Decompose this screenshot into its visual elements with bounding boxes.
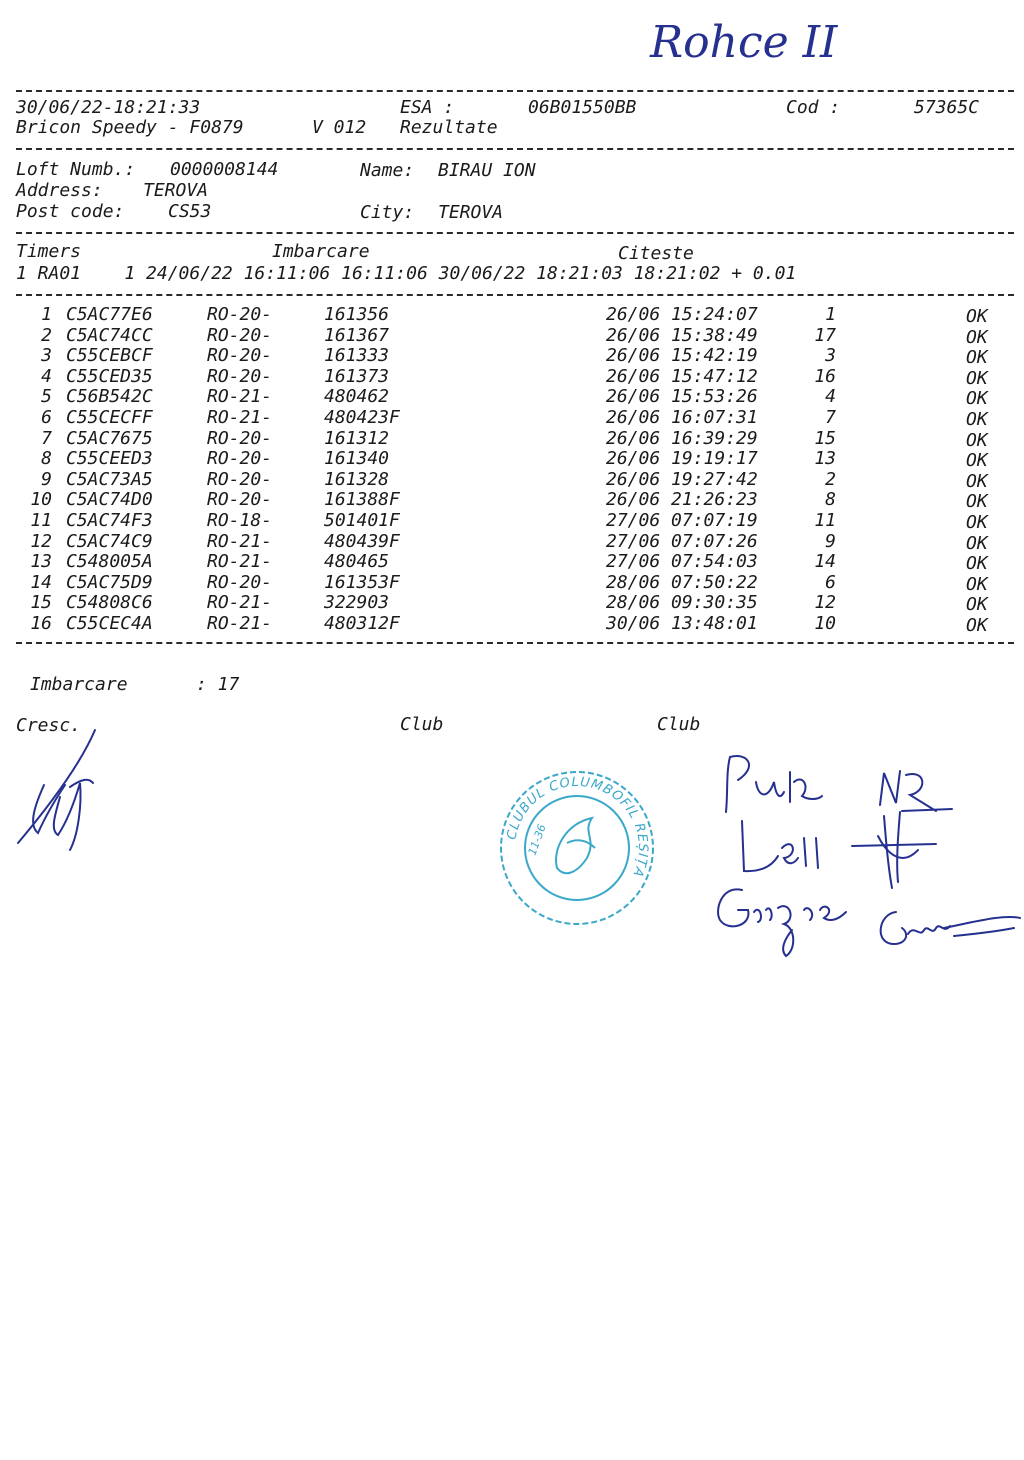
row-chip: C5AC75D9 xyxy=(66,571,153,593)
row-chip: C5AC74D0 xyxy=(66,489,153,511)
loft-city-value: TEROVA xyxy=(438,202,504,223)
row-series: RO-21- xyxy=(207,530,273,552)
row-arrival: 28/06 07:50:22 xyxy=(606,571,758,593)
row-series: RO-21- xyxy=(207,592,273,614)
row-arrival: 26/06 21:26:23 xyxy=(606,489,758,511)
row-place: 17 xyxy=(814,324,836,346)
row-ring: 161340 xyxy=(324,448,390,470)
row-chip: C548005A xyxy=(66,551,153,573)
row-ring: 161367 xyxy=(324,324,390,346)
loft-number-value: 0000008144 xyxy=(170,159,279,180)
row-series: RO-20- xyxy=(207,448,273,470)
row-place: 2 xyxy=(825,468,836,490)
loft-name-label: Name: xyxy=(360,160,415,181)
row-ring: 161373 xyxy=(324,365,390,387)
row-ring: 161388F xyxy=(324,489,400,511)
row-index: 7 xyxy=(41,427,52,449)
row-index: 15 xyxy=(30,592,52,614)
row-index: 13 xyxy=(30,551,52,573)
row-status: OK xyxy=(966,512,988,533)
row-status: OK xyxy=(966,450,988,472)
row-series: RO-20- xyxy=(207,304,273,325)
row-arrival: 26/06 15:38:49 xyxy=(606,324,758,346)
row-status: OK xyxy=(966,367,988,389)
table-row xyxy=(0,593,1024,614)
row-chip: C55CEBCF xyxy=(66,345,153,367)
table-row xyxy=(0,408,1024,429)
row-arrival: 28/06 09:30:35 xyxy=(606,592,758,614)
row-chip: C55CECFF xyxy=(66,407,153,428)
row-arrival: 27/06 07:07:26 xyxy=(606,530,758,552)
row-ring: 480423F xyxy=(324,407,400,428)
table-row xyxy=(0,429,1024,450)
row-arrival: 26/06 16:39:29 xyxy=(606,427,758,449)
row-series: RO-21- xyxy=(207,551,273,573)
row-place: 13 xyxy=(814,448,836,470)
row-status: OK xyxy=(966,429,988,451)
timers-imbarcare-label: Imbarcare xyxy=(272,241,370,262)
table-row xyxy=(0,511,1024,532)
divider-top xyxy=(16,90,1014,92)
row-series: RO-18- xyxy=(207,510,273,531)
row-place: 8 xyxy=(825,489,836,511)
cod-value: 57365C xyxy=(914,97,980,118)
row-status: OK xyxy=(966,388,988,410)
stamp-ring-text: CLUBUL COLUMBOFIL REȘIȚA xyxy=(504,774,651,880)
row-arrival: 26/06 19:19:17 xyxy=(606,448,758,470)
row-chip: C55CEED3 xyxy=(66,448,153,470)
footer-imbarcare-value: : 17 xyxy=(196,674,240,695)
row-arrival: 26/06 15:24:07 xyxy=(606,304,758,325)
row-series: RO-21- xyxy=(207,407,273,428)
row-chip: C5AC74C9 xyxy=(66,530,153,552)
row-place: 6 xyxy=(825,571,836,593)
loft-city-label: City: xyxy=(360,202,415,223)
cod-label: Cod : xyxy=(786,97,841,118)
table-row xyxy=(0,532,1024,553)
row-index: 5 xyxy=(41,386,52,408)
row-chip: C5AC74CC xyxy=(66,324,153,346)
loft-name-value: BIRAU ION xyxy=(438,160,536,181)
row-ring: 161328 xyxy=(324,468,390,490)
esa-value: 06B01550BB xyxy=(528,97,637,118)
table-row xyxy=(0,490,1024,511)
row-chip: C5AC7675 xyxy=(66,427,153,449)
row-chip: C5AC74F3 xyxy=(66,510,153,531)
table-row xyxy=(0,573,1024,594)
row-place: 11 xyxy=(814,510,836,531)
row-series: RO-21- xyxy=(207,613,273,634)
row-arrival: 26/06 16:07:31 xyxy=(606,407,758,428)
row-ring: 161353F xyxy=(324,571,400,593)
header-version: V 012 xyxy=(312,117,367,138)
row-arrival: 26/06 15:47:12 xyxy=(606,365,758,387)
row-arrival: 27/06 07:54:03 xyxy=(606,551,758,573)
row-index: 14 xyxy=(30,571,52,593)
row-status: OK xyxy=(966,491,988,513)
header-device: Bricon Speedy - F0879 xyxy=(16,117,244,138)
row-ring: 480439F xyxy=(324,530,400,552)
table-row xyxy=(0,326,1024,347)
timers-line: 1 RA01 1 24/06/22 16:11:06 16:11:06 30/06/22 18:21:03 18:21:02 + 0.01 xyxy=(16,263,797,284)
header-report: Rezultate xyxy=(400,117,498,138)
esa-label: ESA : xyxy=(400,97,455,118)
table-row xyxy=(0,552,1024,573)
club-label-2: Club xyxy=(657,714,701,735)
table-row xyxy=(0,305,1024,326)
row-place: 1 xyxy=(825,304,836,325)
signature-5 xyxy=(712,880,872,960)
row-status: OK xyxy=(966,306,988,327)
footer-imbarcare-label: Imbarcare xyxy=(30,674,128,695)
header-datetime: 30/06/22-18:21:33 xyxy=(16,97,201,118)
row-chip: C54808C6 xyxy=(66,592,153,614)
row-chip: C55CEC4A xyxy=(66,613,153,634)
row-series: RO-20- xyxy=(207,324,273,346)
row-series: RO-20- xyxy=(207,365,273,387)
row-series: RO-20- xyxy=(207,345,273,367)
row-index: 16 xyxy=(30,613,52,634)
row-index: 10 xyxy=(30,489,52,511)
row-place: 3 xyxy=(825,345,836,367)
row-ring: 501401F xyxy=(324,510,400,531)
table-row xyxy=(0,387,1024,408)
row-arrival: 30/06 13:48:01 xyxy=(606,613,758,634)
loft-postcode-label: Post code: xyxy=(16,201,125,222)
row-status: OK xyxy=(966,532,988,554)
row-status: OK xyxy=(966,615,988,636)
row-arrival: 26/06 15:42:19 xyxy=(606,345,758,367)
row-series: RO-20- xyxy=(207,427,273,449)
row-index: 9 xyxy=(41,468,52,490)
divider-timers xyxy=(16,294,1014,296)
signature-1 xyxy=(718,752,848,822)
row-chip: C5AC73A5 xyxy=(66,468,153,490)
timers-label: Timers xyxy=(16,241,82,262)
row-place: 14 xyxy=(814,551,836,573)
row-place: 16 xyxy=(814,365,836,387)
handwritten-title: Rohce II xyxy=(650,17,838,68)
timers-citeste-label: Citeste xyxy=(618,243,694,264)
row-ring: 161356 xyxy=(324,304,390,325)
row-index: 11 xyxy=(30,510,52,531)
row-place: 9 xyxy=(825,530,836,552)
row-arrival: 26/06 15:53:26 xyxy=(606,386,758,408)
row-arrival: 26/06 19:27:42 xyxy=(606,468,758,490)
row-status: OK xyxy=(966,409,988,430)
row-place: 7 xyxy=(825,407,836,428)
loft-address-value: TEROVA xyxy=(143,180,209,201)
row-ring: 480462 xyxy=(324,386,390,408)
row-chip: C56B542C xyxy=(66,386,153,408)
divider-loft xyxy=(16,232,1014,234)
row-series: RO-20- xyxy=(207,468,273,490)
stamp-center-text: 11-36 xyxy=(525,822,549,858)
loft-number-label: Loft Numb.: xyxy=(16,159,136,180)
loft-address-label: Address: xyxy=(16,180,103,201)
row-place: 10 xyxy=(814,613,836,634)
signature-3 xyxy=(732,816,842,886)
table-row xyxy=(0,470,1024,491)
row-status: OK xyxy=(966,573,988,595)
cresc-label: Cresc. xyxy=(16,715,82,736)
divider-header xyxy=(16,148,1014,150)
row-status: OK xyxy=(966,347,988,369)
table-row xyxy=(0,449,1024,470)
divider-results xyxy=(16,642,1014,644)
row-status: OK xyxy=(966,594,988,616)
table-row xyxy=(0,614,1024,635)
club-stamp xyxy=(497,768,657,928)
row-index: 2 xyxy=(41,324,52,346)
row-series: RO-20- xyxy=(207,571,273,593)
row-ring: 322903 xyxy=(324,592,390,614)
row-ring: 480465 xyxy=(324,551,390,573)
row-chip: C5AC77E6 xyxy=(66,304,153,325)
row-chip: C55CED35 xyxy=(66,365,153,387)
row-index: 3 xyxy=(41,345,52,367)
row-series: RO-20- xyxy=(207,489,273,511)
row-ring: 480312F xyxy=(324,613,400,634)
row-ring: 161312 xyxy=(324,427,390,449)
row-index: 12 xyxy=(30,530,52,552)
club-label-1: Club xyxy=(400,714,444,735)
row-status: OK xyxy=(966,326,988,348)
row-arrival: 27/06 07:07:19 xyxy=(606,510,758,531)
row-series: RO-21- xyxy=(207,386,273,408)
row-status: OK xyxy=(966,553,988,575)
signature-6 xyxy=(874,904,1024,964)
row-index: 6 xyxy=(41,407,52,428)
row-ring: 161333 xyxy=(324,345,390,367)
loft-postcode-value: CS53 xyxy=(168,201,212,222)
row-index: 1 xyxy=(41,304,52,325)
table-row xyxy=(0,346,1024,367)
table-row xyxy=(0,367,1024,388)
row-place: 15 xyxy=(814,427,836,449)
row-place: 12 xyxy=(814,592,836,614)
breeder-signature xyxy=(10,725,130,855)
row-index: 4 xyxy=(41,365,52,387)
row-place: 4 xyxy=(825,386,836,408)
row-status: OK xyxy=(966,470,988,492)
row-index: 8 xyxy=(41,448,52,470)
